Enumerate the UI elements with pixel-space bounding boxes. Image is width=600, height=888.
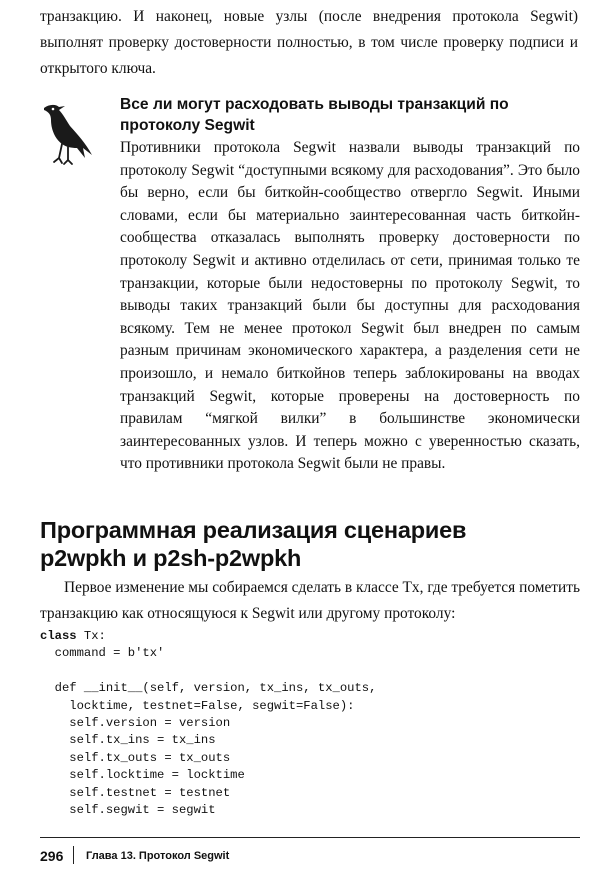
section-heading-line1: Программная реализация сценариев: [40, 517, 467, 543]
code-block: [40, 628, 376, 819]
footer-rule: [40, 837, 580, 838]
intro-paragraph: транзакцию. И наконец, новые узлы (после внедрения протокола Segwit) выполнят проверку достоверности полностью, в том числе проверку подписи и открытого ключа.: [40, 8, 578, 77]
section-heading-line2: p2wpkh и p2sh-p2wpkh: [40, 545, 302, 571]
note-body: Противники протокола Segwit назвали выводы транзакций по протоколу Segwit “доступными всякому для расходования”. Это было бы верно, если бы биткойн-сообщество отвергло Segwit. Иными словами, если бы материально заинтересованная часть биткойн-сообщества отказалась выполнять проверку достоверности по протоколу Segwit и активно отделилась от сети, принимая только те транзакции, которые были недостоверны по протоколу Segwit, то выводы таких транзакций были бы доступны для расходования всякому. Тем не менее протокол Segwit был внедрен по самым разным причинам экономического характера, а разделения сети не произошло, и немало биткойнов теперь заблокированы на вводах транзакций Segwit, которые проверены на достоверность по правилам “мягкой вилки” в большинстве экономически заинтересованных узлов. И теперь можно с уверенностью сказать, что противники протокола Segwit были не правы.: [120, 139, 580, 473]
code-class-name: Tx:: [76, 629, 106, 643]
page-number: 296: [40, 848, 64, 864]
section-heading: [40, 516, 580, 572]
section-paragraph: Первое изменение мы собираемся сделать в классе Tx, где требуется пометить транзакцию как относящуюся к Segwit или другому протоколу:: [40, 579, 580, 622]
crow-icon: [37, 98, 95, 170]
chapter-title: Глава 13. Протокол Segwit: [86, 850, 230, 862]
note-box: [120, 94, 580, 476]
code-lines: command = b'tx' def __init__(self, version, tx_ins, tx_outs, locktime, testnet=False, segwit=False): self.version = version self.tx_ins = tx_ins self.tx_outs = tx_outs self.locktime = locktime self.testnet = testnet self.segwit = segwit: [54, 646, 377, 818]
note-title: Все ли могут расходовать выводы транзакций по протоколу Segwit: [120, 96, 509, 134]
footer-separator: [73, 846, 74, 864]
code-keyword-class: class: [40, 629, 77, 643]
